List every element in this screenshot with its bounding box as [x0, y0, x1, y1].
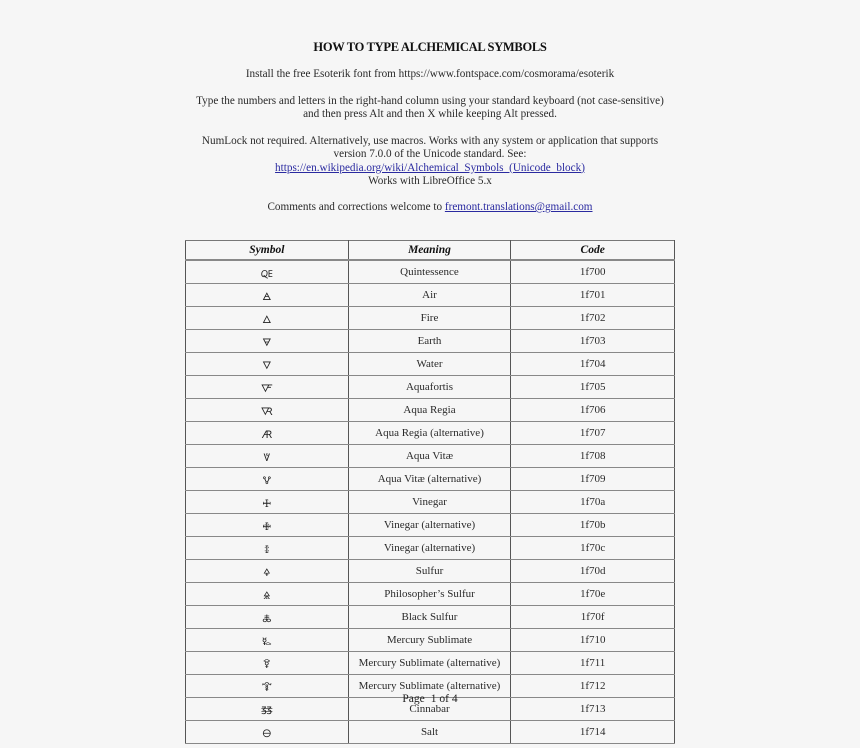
unicode-code: 1f707 [511, 421, 675, 444]
symbol-meaning: Aqua Vitæ (alternative) [348, 467, 511, 490]
typing-instructions [0, 95, 860, 122]
alchemical-symbol-icon: 🜆 [186, 398, 349, 421]
symbol-meaning: Vinegar (alternative) [348, 513, 511, 536]
table-row [186, 260, 675, 284]
symbol-meaning: Mercury Sublimate [348, 628, 511, 651]
symbol-meaning: Quintessence [348, 260, 511, 284]
alchemical-symbol-icon: 🜓 [186, 697, 349, 720]
wikipedia-link[interactable]: https://en.wikipedia.org/wiki/Alchemical_Symbols_(Unicode_block) [275, 161, 585, 174]
unicode-code: 1f70d [511, 559, 675, 582]
unicode-code: 1f708 [511, 444, 675, 467]
alchemical-symbol-icon: 🜂 [186, 306, 349, 329]
unicode-code: 1f713 [511, 697, 675, 720]
unicode-code: 1f703 [511, 329, 675, 352]
table-row [186, 306, 675, 329]
page-footer [0, 693, 860, 705]
table-header-row [186, 241, 675, 260]
table-row [186, 536, 675, 559]
unicode-code: 1f714 [511, 720, 675, 743]
table-row [186, 352, 675, 375]
unicode-code: 1f70e [511, 582, 675, 605]
header-symbol: Symbol [186, 241, 349, 260]
symbol-meaning: Vinegar [348, 490, 511, 513]
alchemical-symbol-icon: 🜑 [186, 651, 349, 674]
table-row [186, 513, 675, 536]
contact-line [0, 201, 860, 214]
table-row [186, 283, 675, 306]
symbol-meaning: Salt [348, 720, 511, 743]
unicode-code: 1f712 [511, 674, 675, 697]
alchemical-symbol-icon: 🜌 [186, 536, 349, 559]
header-code: Code [511, 241, 675, 260]
alchemical-symbol-icon: 🜊 [186, 490, 349, 513]
table-row [186, 720, 675, 743]
unicode-code: 1f704 [511, 352, 675, 375]
unicode-code: 1f702 [511, 306, 675, 329]
header-meaning: Meaning [348, 241, 511, 260]
alchemical-symbol-icon: 🜃 [186, 329, 349, 352]
symbol-meaning: Philosopher’s Sulfur [348, 582, 511, 605]
table-row [186, 628, 675, 651]
alchemical-symbol-icon: 🜒 [186, 674, 349, 697]
alchemical-symbols-table [185, 240, 675, 744]
unicode-code: 1f711 [511, 651, 675, 674]
unicode-code: 1f70f [511, 605, 675, 628]
symbol-meaning: Earth [348, 329, 511, 352]
symbol-meaning: Vinegar (alternative) [348, 536, 511, 559]
symbol-meaning: Aqua Vitæ [348, 444, 511, 467]
libreoffice-note: Works with LibreOffice 5.x [368, 174, 492, 187]
table-row [186, 421, 675, 444]
alchemical-symbol-icon: 🜏 [186, 605, 349, 628]
alchemical-symbol-icon: 🜎 [186, 582, 349, 605]
table-row [186, 375, 675, 398]
unicode-code: 1f709 [511, 467, 675, 490]
alchemical-symbol-icon: 🜁 [186, 283, 349, 306]
symbol-meaning: Mercury Sublimate (alternative) [348, 674, 511, 697]
symbol-meaning: Black Sulfur [348, 605, 511, 628]
table-row [186, 490, 675, 513]
table-row [186, 329, 675, 352]
numlock-note [0, 135, 860, 188]
symbol-meaning: Sulfur [348, 559, 511, 582]
alchemical-symbol-icon: 🜀 [186, 260, 349, 284]
symbol-meaning: Water [348, 352, 511, 375]
page-label: Page [402, 693, 425, 705]
alchemical-symbol-icon: 🜅 [186, 375, 349, 398]
symbol-meaning: Aqua Regia (alternative) [348, 421, 511, 444]
unicode-code: 1f701 [511, 283, 675, 306]
table-row [186, 651, 675, 674]
alchemical-symbol-icon: 🜔 [186, 720, 349, 743]
alchemical-symbol-icon: 🜇 [186, 421, 349, 444]
alchemical-symbol-icon: 🜍 [186, 559, 349, 582]
alchemical-symbol-icon: 🜉 [186, 467, 349, 490]
symbol-meaning: Fire [348, 306, 511, 329]
alchemical-symbol-icon: 🜐 [186, 628, 349, 651]
alchemical-symbol-icon: 🜈 [186, 444, 349, 467]
alchemical-symbol-icon: 🜄 [186, 352, 349, 375]
symbol-meaning: Cinnabar [348, 697, 511, 720]
table-row [186, 559, 675, 582]
unicode-code: 1f70c [511, 536, 675, 559]
symbol-meaning: Aqua Regia [348, 398, 511, 421]
alchemical-symbol-icon: 🜋 [186, 513, 349, 536]
page-number: 1 of 4 [430, 693, 458, 705]
page-title: HOW TO TYPE ALCHEMICAL SYMBOLS [313, 40, 547, 54]
table-row [186, 467, 675, 490]
unicode-code: 1f705 [511, 375, 675, 398]
table-row [186, 398, 675, 421]
email-link[interactable]: fremont.translations@gmail.com [444, 201, 593, 213]
symbol-meaning: Aquafortis [348, 375, 511, 398]
unicode-code: 1f710 [511, 628, 675, 651]
unicode-code: 1f700 [511, 260, 675, 284]
table-row [186, 605, 675, 628]
symbol-meaning: Air [348, 283, 511, 306]
typing-instructions-line-1: Type the numbers and letters in the right-hand column using your standard keyboard (not case-sensitive) [196, 95, 664, 107]
table-row [186, 444, 675, 467]
unicode-code: 1f706 [511, 398, 675, 421]
numlock-note-line-1: NumLock not required. Alternatively, use macros. Works with any system or application that supports [201, 135, 659, 147]
install-text: Install the free Esoterik font from https://www.fontspace.com/cosmorama/esoterik [245, 68, 615, 80]
numlock-note-line-2: version 7.0.0 of the Unicode standard. See: [333, 148, 527, 161]
typing-instructions-line-2: and then press Alt and then X while keeping Alt pressed. [303, 108, 557, 121]
symbol-meaning: Mercury Sublimate (alternative) [348, 651, 511, 674]
table-row [186, 582, 675, 605]
unicode-code: 1f70a [511, 490, 675, 513]
unicode-code: 1f70b [511, 513, 675, 536]
contact-prefix: Comments and corrections welcome to [267, 201, 443, 213]
install-instructions [0, 68, 860, 81]
